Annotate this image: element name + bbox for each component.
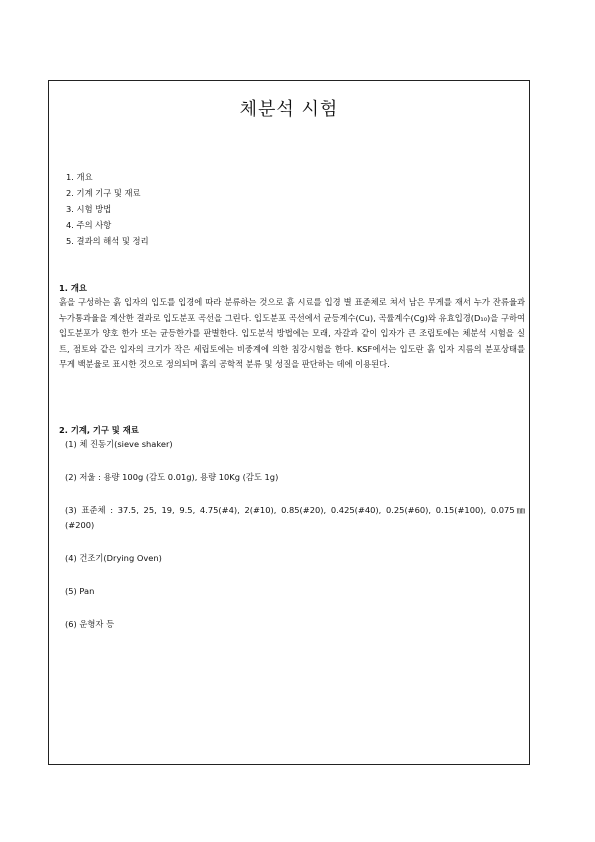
equipment-item: (4) 건조기(Drying Oven) bbox=[65, 553, 162, 563]
equipment-item: (1) 체 진동기(sieve shaker) bbox=[65, 439, 173, 449]
section-overview bbox=[59, 281, 525, 373]
overview-paragraph: 흙을 구성하는 흙 입자의 입도를 입경에 따라 분류하는 것으로 흙 시료를 입경 별 표준체로 쳐서 남은 무게를 재서 누가 잔류율과 누가통과율을 계산한 결과로 입도분포 곡선을 그린다. 입도분포 곡선에서 균등계수(Cu), 곡률계수(Cg)와 유효입경(D₁₀)을 구하여 입도분포가 양호 한가 또는 균등한가를 판별한다. 입도분석 방법에는 모래, 자갈과 같이 입자가 큰 조립토에는 체분석 시험을 실트, 점토와 같은 입자의 크기가 작은 세립토에는 비중계에 의한 침강시험을 한다. KSF에서는 입도란 흙 입자 지름의 분포상태를 무게 백분율로 표시한 것으로 정의되며 흙의 공학적 분류 및 성질을 판단하는 데에 이용된다. bbox=[59, 297, 525, 369]
equipment-item: (3) 표준체 : 37.5, 25, 19, 9.5, 4.75(#4), 2(#10), 0.85(#20), 0.425(#40), 0.25(#60), 0.15(#100), 0.075㎜(#200) bbox=[65, 505, 525, 530]
toc-item: 3. 시험 방법 bbox=[66, 204, 112, 214]
section-heading: 2. 기계, 기구 및 재료 bbox=[59, 425, 139, 435]
toc-item: 5. 결과의 해석 및 정리 bbox=[66, 236, 149, 246]
equipment-item: (5) Pan bbox=[65, 586, 95, 596]
equipment-item: (6) 운형자 등 bbox=[65, 619, 115, 629]
table-of-contents bbox=[66, 169, 149, 249]
equipment-list bbox=[59, 437, 525, 632]
toc-item: 4. 주의 사항 bbox=[66, 220, 112, 230]
section-equipment bbox=[59, 423, 525, 650]
page-frame bbox=[48, 80, 530, 765]
equipment-item: (2) 저울 : 용량 100g (감도 0.01g), 용량 10Kg (감도 1g) bbox=[65, 472, 279, 482]
toc-item: 2. 기계 기구 및 재료 bbox=[66, 188, 141, 198]
page-title: 체분석 시험 bbox=[239, 99, 339, 120]
toc-item: 1. 개요 bbox=[66, 172, 93, 182]
section-heading: 1. 개요 bbox=[59, 283, 87, 293]
